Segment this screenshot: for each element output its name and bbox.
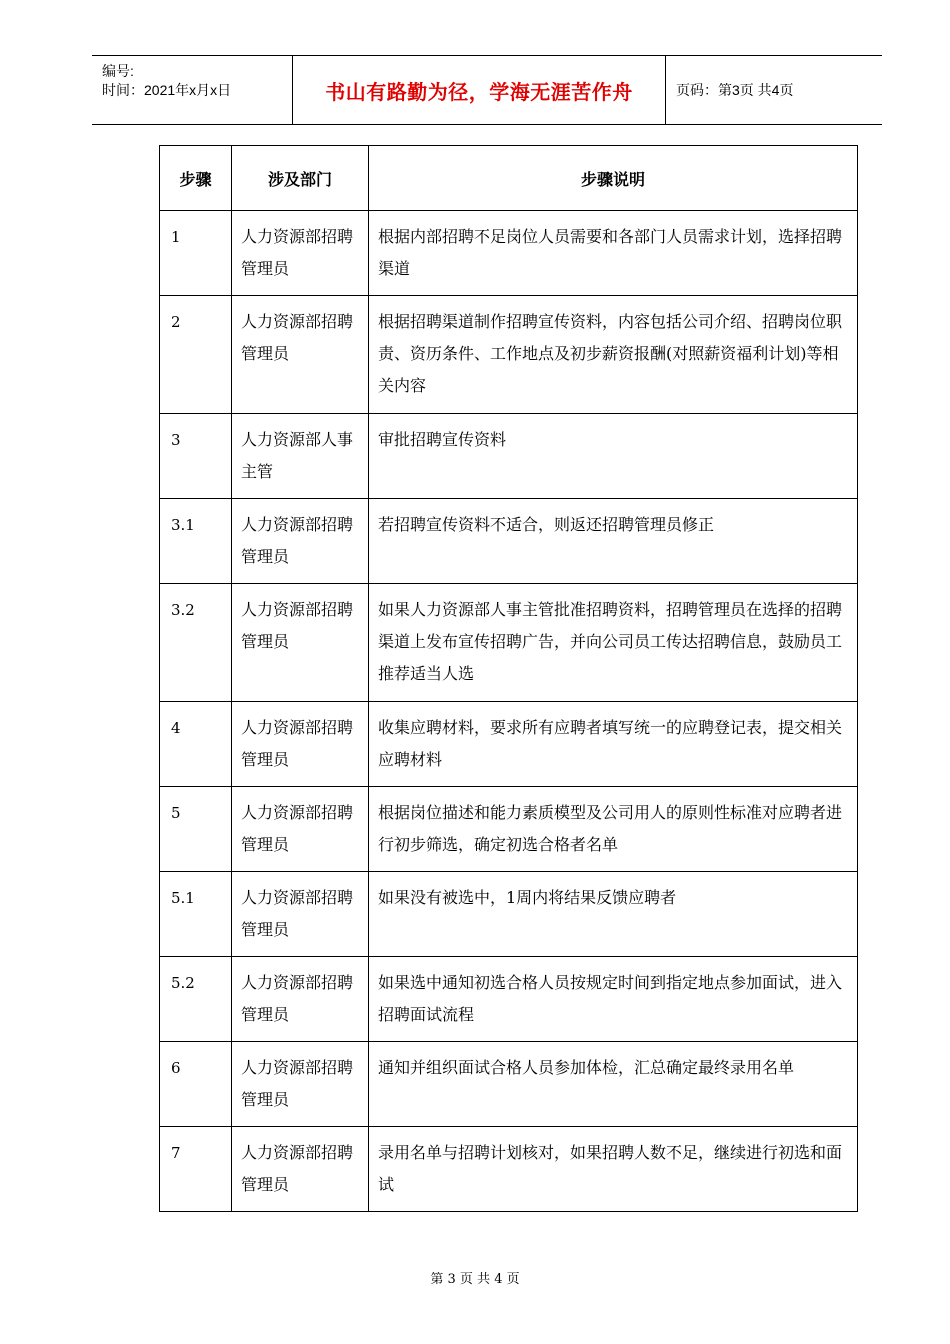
description-cell: 如果人力资源部人事主管批准招聘资料，招聘管理员在选择的招聘渠道上发布宣传招聘广告，并向公司员工传达招聘信息，鼓励员工推荐适当人选 xyxy=(369,584,858,702)
page-header xyxy=(92,55,882,125)
description-cell: 若招聘宣传资料不适合，则返还招聘管理员修正 xyxy=(369,499,858,584)
step-cell: 2 xyxy=(160,296,232,414)
column-header-description: 步骤说明 xyxy=(369,146,858,211)
step-cell: 6 xyxy=(160,1042,232,1127)
description-cell: 根据招聘渠道制作招聘宣传资料，内容包括公司介绍、招聘岗位职责、资历条件、工作地点及初步薪资报酬(对照薪资福利计划)等相关内容 xyxy=(369,296,858,414)
table-row xyxy=(160,1127,858,1212)
step-cell: 3.2 xyxy=(160,584,232,702)
step-cell: 3 xyxy=(160,414,232,499)
table-row xyxy=(160,296,858,414)
department-cell: 人力资源部招聘管理员 xyxy=(232,957,369,1042)
column-header-step: 步骤 xyxy=(160,146,232,211)
step-cell: 7 xyxy=(160,1127,232,1212)
department-cell: 人力资源部招聘管理员 xyxy=(232,499,369,584)
page-footer: 第 3 页 共 4 页 xyxy=(430,1272,520,1287)
document-time: 时间：2021年x月x日 xyxy=(102,82,232,98)
department-cell: 人力资源部招聘管理员 xyxy=(232,1042,369,1127)
department-cell: 人力资源部招聘管理员 xyxy=(232,872,369,957)
table-row xyxy=(160,1042,858,1127)
department-cell: 人力资源部人事主管 xyxy=(232,414,369,499)
description-cell: 如果没有被选中，1周内将结果反馈应聘者 xyxy=(369,872,858,957)
table-row xyxy=(160,957,858,1042)
table-row xyxy=(160,211,858,296)
step-cell: 5.2 xyxy=(160,957,232,1042)
document-number-label: 编号: xyxy=(102,63,134,79)
table-row xyxy=(160,414,858,499)
description-cell: 根据内部招聘不足岗位人员需要和各部门人员需求计划，选择招聘渠道 xyxy=(369,211,858,296)
step-cell: 4 xyxy=(160,702,232,787)
department-cell: 人力资源部招聘管理员 xyxy=(232,787,369,872)
header-meta xyxy=(92,56,293,124)
step-cell: 5 xyxy=(160,787,232,872)
column-header-department: 涉及部门 xyxy=(232,146,369,211)
table-header-row xyxy=(160,146,858,211)
description-cell: 收集应聘材料，要求所有应聘者填写统一的应聘登记表，提交相关应聘材料 xyxy=(369,702,858,787)
table-row xyxy=(160,584,858,702)
department-cell: 人力资源部招聘管理员 xyxy=(232,702,369,787)
description-cell: 审批招聘宣传资料 xyxy=(369,414,858,499)
department-cell: 人力资源部招聘管理员 xyxy=(232,1127,369,1212)
table-row xyxy=(160,702,858,787)
department-cell: 人力资源部招聘管理员 xyxy=(232,584,369,702)
table-row xyxy=(160,499,858,584)
header-page-code: 页码：第3页 共4页 xyxy=(676,82,794,98)
step-cell: 3.1 xyxy=(160,499,232,584)
description-cell: 录用名单与招聘计划核对，如果招聘人数不足，继续进行初选和面试 xyxy=(369,1127,858,1212)
table-row xyxy=(160,872,858,957)
step-cell: 1 xyxy=(160,211,232,296)
table-row xyxy=(160,787,858,872)
table-body xyxy=(160,211,858,1212)
department-cell: 人力资源部招聘管理员 xyxy=(232,296,369,414)
description-cell: 通知并组织面试合格人员参加体检，汇总确定最终录用名单 xyxy=(369,1042,858,1127)
header-slogan: 书山有路勤为径，学海无涯苦作舟 xyxy=(293,56,666,124)
description-cell: 根据岗位描述和能力素质模型及公司用人的原则性标准对应聘者进行初步筛选，确定初选合格者名单 xyxy=(369,787,858,872)
step-cell: 5.1 xyxy=(160,872,232,957)
description-cell: 如果选中通知初选合格人员按规定时间到指定地点参加面试，进入招聘面试流程 xyxy=(369,957,858,1042)
process-steps-table xyxy=(159,145,858,1212)
department-cell: 人力资源部招聘管理员 xyxy=(232,211,369,296)
